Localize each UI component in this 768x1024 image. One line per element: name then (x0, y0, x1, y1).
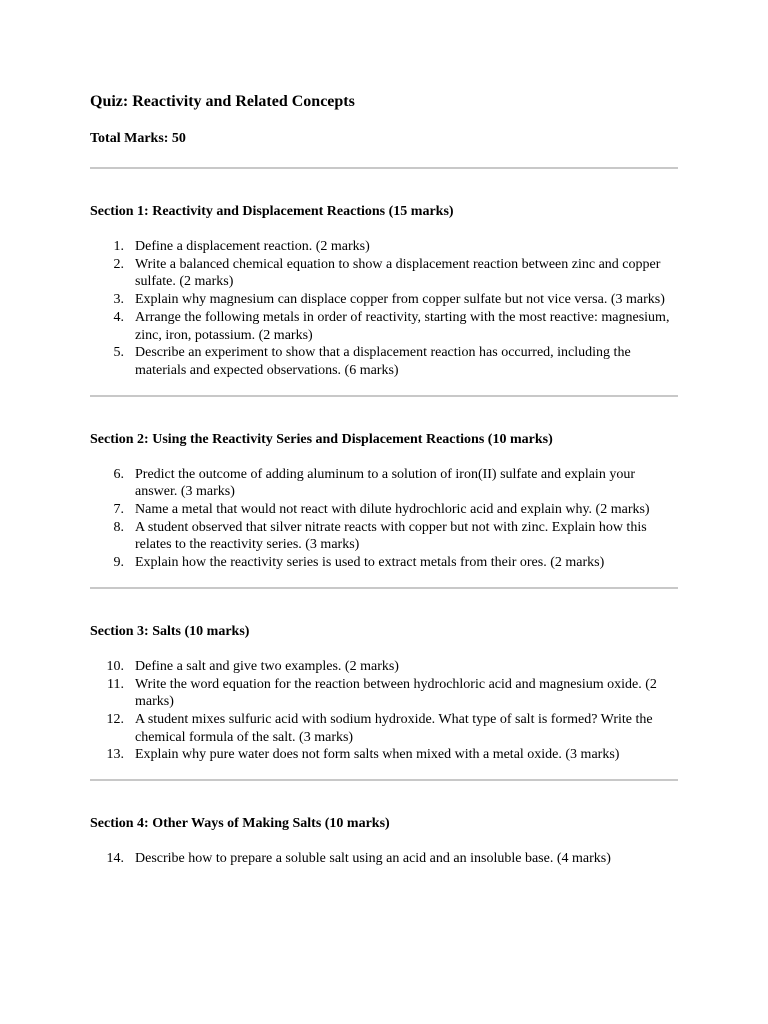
question-text: Describe how to prepare a soluble salt using an acid and an insoluble base. (4 marks) (135, 851, 611, 867)
question-item (90, 658, 678, 676)
question-item (90, 676, 678, 711)
question-item (90, 554, 678, 572)
question-text: A student mixes sulfuric acid with sodium hydroxide. What type of salt is formed? Write the chemical formula of the salt. (3 marks) (135, 711, 653, 745)
question-text: Predict the outcome of adding aluminum to a solution of iron(II) sulfate and explain your answer. (3 marks) (135, 466, 635, 500)
section-heading: Section 4: Other Ways of Making Salts (10 marks) (90, 816, 390, 832)
quiz-document (90, 92, 678, 883)
section-heading: Section 3: Salts (10 marks) (90, 623, 250, 639)
question-number: 5. (113, 345, 124, 361)
question-number: 10. (106, 658, 124, 674)
question-text: Explain why magnesium can displace copper from copper sulfate but not vice versa. (3 marks) (135, 292, 665, 308)
question-text: Define a salt and give two examples. (2 marks) (135, 658, 399, 674)
section-3 (90, 589, 678, 779)
question-number: 12. (106, 711, 124, 727)
question-list (90, 658, 678, 764)
section-1 (90, 169, 678, 395)
question-text: Define a displacement reaction. (2 marks) (135, 239, 370, 254)
question-item (90, 344, 678, 379)
section-heading: Section 1: Reactivity and Displacement Reactions (15 marks) (90, 204, 454, 219)
question-number: 8. (113, 519, 124, 535)
page-title: Quiz: Reactivity and Related Concepts (90, 93, 355, 110)
question-number: 7. (113, 502, 124, 518)
question-number: 11. (107, 676, 124, 692)
question-text: Write the word equation for the reaction between hydrochloric acid and magnesium oxide. (2 marks) (135, 676, 657, 710)
section-2 (90, 397, 678, 587)
question-item (90, 256, 678, 291)
section-4 (90, 781, 678, 883)
question-item (90, 746, 678, 764)
question-item (90, 711, 678, 746)
question-text: A student observed that silver nitrate reacts with copper but not with zinc. Explain how this relates to the reactivity series. (3 marks) (135, 519, 647, 553)
question-list (90, 238, 678, 380)
question-item (90, 238, 678, 256)
question-number: 2. (113, 256, 124, 272)
question-list (90, 850, 678, 868)
question-text: Explain why pure water does not form salts when mixed with a metal oxide. (3 marks) (135, 747, 620, 763)
question-list (90, 466, 678, 572)
question-item (90, 309, 678, 344)
question-number: 3. (113, 292, 124, 308)
question-text: Name a metal that would not react with dilute hydrochloric acid and explain why. (2 marks) (135, 502, 650, 518)
question-number: 13. (106, 747, 124, 763)
question-text: Arrange the following metals in order of reactivity, starting with the most reactive: magnesium, zinc, iron, potassium. (2 marks) (135, 309, 670, 343)
question-item (90, 466, 678, 501)
section-heading: Section 2: Using the Reactivity Series and Displacement Reactions (10 marks) (90, 431, 553, 447)
question-number: 6. (113, 466, 124, 482)
question-item (90, 850, 678, 868)
question-number: 9. (113, 555, 124, 571)
question-text: Write a balanced chemical equation to show a displacement reaction between zinc and copper sulfate. (2 marks) (135, 256, 661, 290)
question-item (90, 501, 678, 519)
question-item (90, 519, 678, 554)
question-number: 14. (106, 851, 124, 867)
question-text: Describe an experiment to show that a displacement reaction has occurred, including the materials and expected observations. (6 marks) (135, 345, 631, 378)
question-number: 1. (113, 239, 124, 254)
question-text: Explain how the reactivity series is used to extract metals from their ores. (2 marks) (135, 555, 605, 571)
question-number: 4. (113, 309, 124, 325)
question-item (90, 291, 678, 309)
total-marks: Total Marks: 50 (90, 131, 186, 146)
